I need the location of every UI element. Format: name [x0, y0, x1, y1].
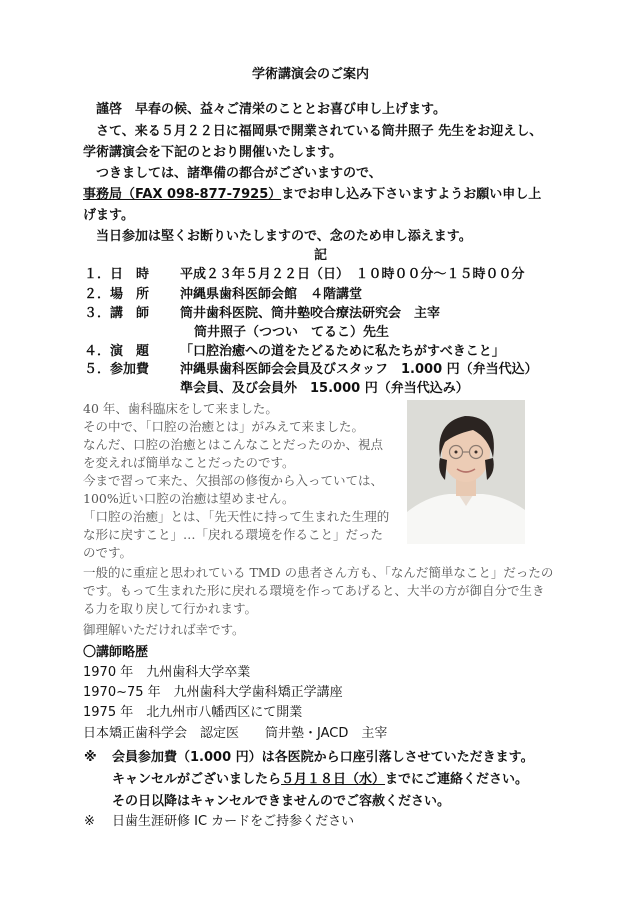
- note-cancel-post: までにご連絡ください。: [385, 772, 529, 787]
- detail-value-date: 平成２３年５月２２日（日） １０時００分～１５時００分: [180, 267, 525, 282]
- intro-line-1: 謹啓 早春の候、益々ご清栄のこととお喜び申し上げます。: [96, 102, 446, 117]
- intro-line-2: さて、来る５月２２日に福岡県で開業されている筒井照子 先生をお迎えし、: [96, 124, 543, 139]
- message-line: 御理解いただければ幸です。: [83, 622, 245, 637]
- message-line: のです。: [83, 545, 133, 560]
- detail-label-date: １．日 時: [84, 267, 150, 282]
- ki-heading: 記: [314, 248, 328, 263]
- intro-line-4: つきましては、諸準備の都合がございますので、: [96, 166, 382, 181]
- intro-line-3: 学術講演会を下記のとおり開催いたします。: [83, 145, 342, 160]
- detail-value-fee-2: 準会員、及び会員外 15.000 円（弁当代込み）: [180, 381, 469, 396]
- intro-line-7: 当日参加は堅くお断りいたしますので、念のため申し添えます。: [96, 229, 472, 244]
- career-line: 日本矯正歯科学会 認定医 筒井塾・JACD 主宰: [83, 726, 388, 741]
- detail-value-fee: 沖縄県歯科医師会会員及びスタッフ 1.000 円（弁当代込）: [180, 362, 538, 377]
- message-line: です。もって生まれた形に戻れる環境を作ってあげると、大半の方が御自分で生き: [83, 583, 545, 598]
- intro-line-5-rest: までお申し込み下さいますようお願い申し上: [281, 187, 542, 202]
- note-ic-card: 日歯生涯研修 IC カードをご持参ください: [112, 814, 355, 829]
- career-heading: 〇講師略歴: [83, 645, 149, 660]
- detail-label-topic: ４．演 題: [84, 344, 150, 359]
- message-line: 今まで習って来た、欠損部の修復から入っていては、: [83, 473, 384, 488]
- note-fee: 会員参加費（1.000 円）は各医院から口座引落しさせていただきます。: [112, 750, 534, 765]
- detail-value-speaker-name: 筒井照子（つつい てるこ）先生: [194, 325, 390, 340]
- note-mark: ※: [84, 814, 95, 829]
- career-line: 1975 年 北九州市八幡西区にて開業: [83, 705, 303, 720]
- message-line: な形に戻すこと」…「戻れる環境を作ること」だった: [83, 527, 384, 542]
- message-line: を変えれば簡単なことだったのです。: [83, 455, 295, 470]
- detail-value-place: 沖縄県歯科医師会館 ４階講堂: [180, 287, 363, 302]
- message-line: なんだ、口腔の治癒とはこんなことだったのか、視点: [83, 437, 384, 452]
- detail-value-speaker: 筒井歯科医院、筒井塾咬合療法研究会 主宰: [180, 306, 441, 321]
- message-line: る力を取り戻して行かれます。: [83, 601, 258, 616]
- message-line: その中で、「口腔の治癒とは」がみえて来ました。: [83, 419, 365, 434]
- message-line: 100%近い口腔の治癒は望めません。: [83, 491, 295, 506]
- note-cancel: [112, 772, 528, 788]
- fax-contact: 事務局（FAX 098-877-7925）: [83, 187, 282, 202]
- speaker-portrait-icon: [407, 400, 525, 544]
- detail-label-speaker: ３．講 師: [84, 306, 150, 321]
- message-line: 40 年、歯科臨床をして来ました。: [83, 401, 278, 416]
- page-title: 学術講演会のご案内: [252, 67, 370, 82]
- detail-value-topic: 「口腔治癒への道をたどるために私たちがすべきこと」: [180, 344, 505, 359]
- speaker-photo: [407, 400, 525, 544]
- career-line: 1970 年 九州歯科大学卒業: [83, 665, 251, 680]
- career-line: 1970~75 年 九州歯科大学歯科矯正学講座: [83, 685, 343, 700]
- intro-line-5: [83, 187, 541, 203]
- note-mark: ※: [84, 750, 97, 765]
- detail-label-fee: ５．参加費: [84, 362, 150, 377]
- cancel-deadline: ５月１８日（水）: [281, 772, 386, 787]
- message-line: 「口腔の治癒」とは、「先天性に持って生まれた生理的: [83, 509, 390, 524]
- note-cancel-pre: キャンセルがございましたら: [112, 772, 282, 787]
- intro-line-6: げます。: [83, 208, 134, 223]
- message-line: 一般的に重症と思われている TMD の患者さん方も、「なんだ簡単なこと」だったの: [83, 565, 554, 580]
- detail-label-place: ２．場 所: [84, 287, 150, 302]
- note-no-cancel: その日以降はキャンセルできませんのでご容赦ください。: [112, 794, 451, 809]
